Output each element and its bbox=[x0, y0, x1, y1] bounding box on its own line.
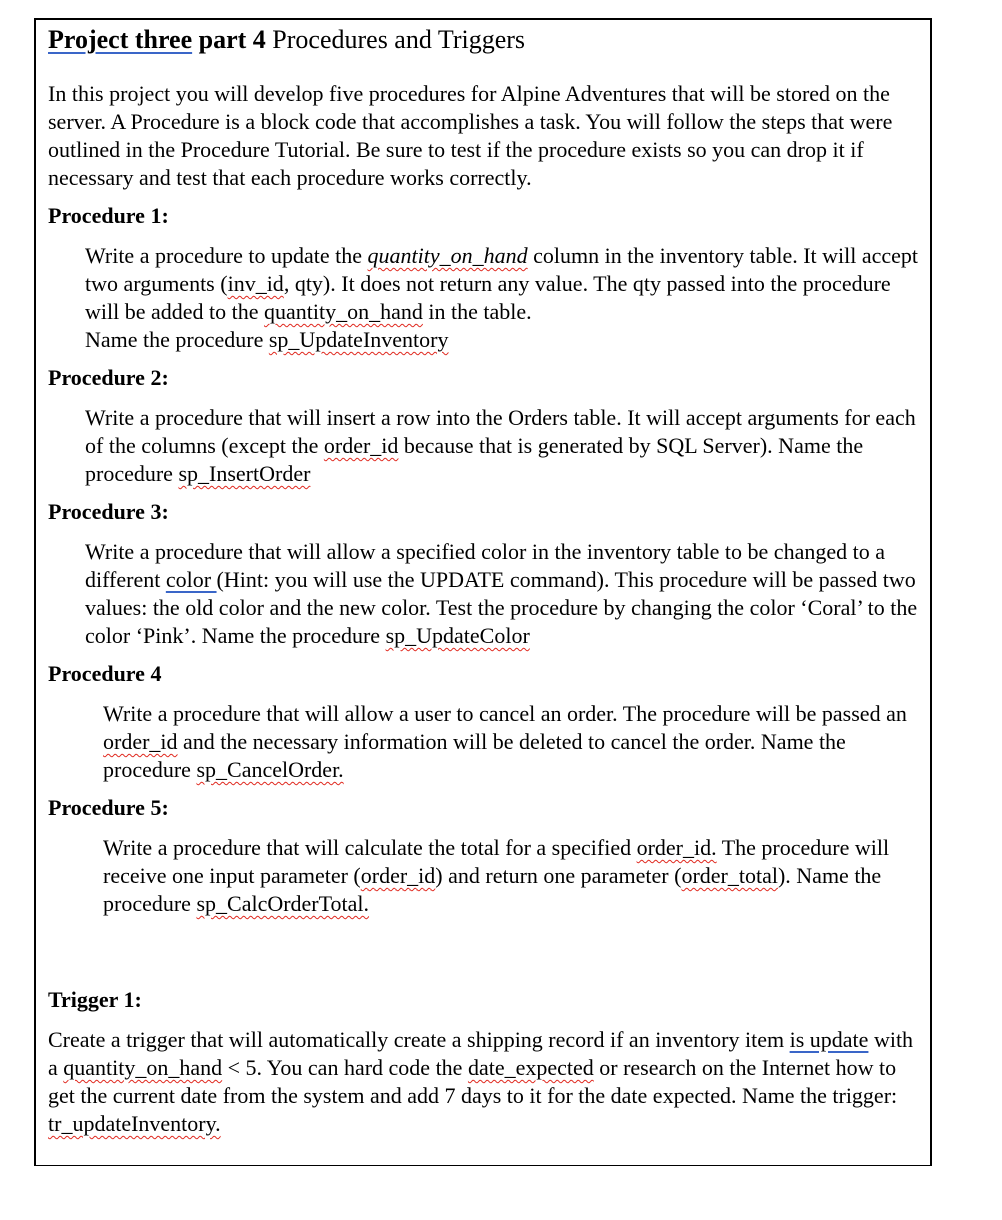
page-title bbox=[48, 22, 928, 58]
trigger-1-heading: Trigger 1: bbox=[48, 987, 142, 1012]
title-underlined: Project three bbox=[48, 25, 193, 54]
procedure-4-heading: Procedure 4 bbox=[48, 661, 162, 686]
procedure-3-heading: Procedure 3: bbox=[48, 499, 169, 524]
title-bold: part 4 bbox=[192, 25, 266, 54]
procedure-1-heading: Procedure 1: bbox=[48, 203, 169, 228]
procedure-4-text: Write a procedure that will allow a user to cancel an order. The procedure will be passed an order_id and the necessary information will be deleted to cancel the order. Name the procedure sp_CancelOrder. bbox=[103, 701, 907, 782]
procedure-2-text: Write a procedure that will insert a row into the Orders table. It will accept arguments for each of the columns (except the order_id because that is generated by SQL Server). Name the procedure sp_InsertOrder bbox=[85, 405, 916, 486]
procedure-5-heading: Procedure 5: bbox=[48, 795, 169, 820]
trigger-1-text: Create a trigger that will automatically create a shipping record if an inventory item is update with a quantity_on_hand < 5. You can hard code the date_expected or research on the Internet how to get the current date from the system and add 7 days to it for the date expected. Name the trigger: tr_updateInventory. bbox=[48, 1027, 914, 1136]
document-body bbox=[48, 22, 928, 1138]
intro-paragraph: In this project you will develop five procedures for Alpine Adventures that will be stored on the server. A Procedure is a block code that accomplishes a task. You will follow the steps that were outlined in the Procedure Tutorial. Be sure to test if the procedure exists so you can drop it if necessary and test that each procedure works correctly. bbox=[48, 81, 893, 190]
procedure-3-text: Write a procedure that will allow a specified color in the inventory table to be changed to a different color (Hint: you will use the UPDATE command). This procedure will be passed two values: the old color and the new color. Test the procedure by changing the color ‘Coral’ to the color ‘Pink’. Name the procedure sp_UpdateColor bbox=[85, 539, 918, 648]
procedure-2-heading: Procedure 2: bbox=[48, 365, 169, 390]
procedure-5-text: Write a procedure that will calculate the total for a specified order_id. The procedure will receive one input parameter (order_id) and return one parameter (order_total). Name the procedure sp_CalcOrderTotal. bbox=[103, 835, 890, 916]
procedure-1-text: Write a procedure to update the quantity_on_hand column in the inventory table. It will accept two arguments (inv_id, qty). It does not return any value. The qty passed into the procedure will be added to the quantity_on_hand in the table. Name the procedure sp_UpdateInventory bbox=[85, 243, 919, 352]
title-plain: Procedures and Triggers bbox=[265, 25, 526, 54]
